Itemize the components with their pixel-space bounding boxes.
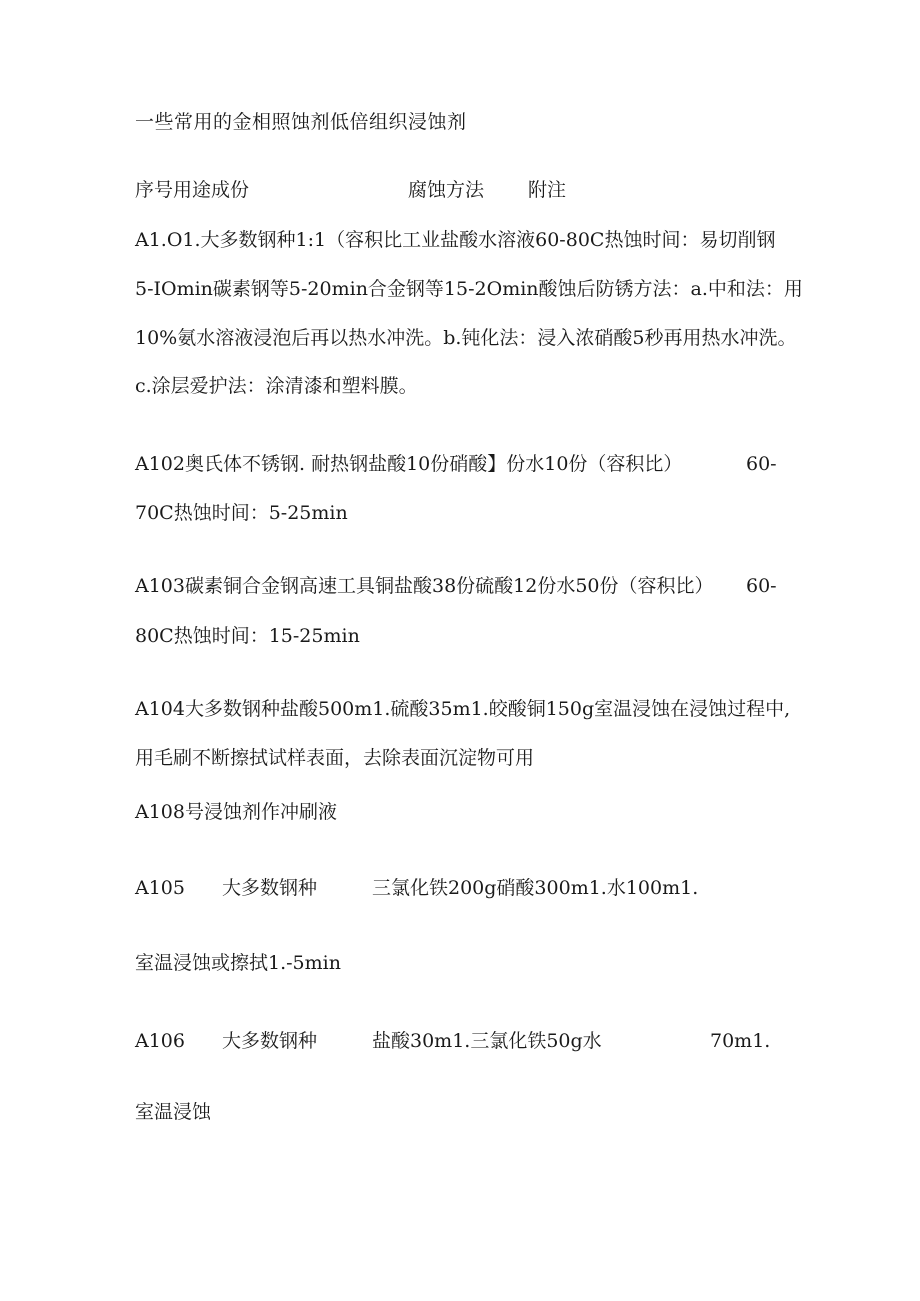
a105-line-2: 室温浸蚀或擦拭1.-5min (135, 952, 341, 974)
a102-line-1: A102奥氏体不锈钢. 耐热钢盐酸10份硝酸】份水10份（容积比） (135, 453, 683, 475)
a106-composition: 盐酸30m1.三氯化铁50g水 (372, 1030, 602, 1052)
a104-line-1: A104大多数钢种盐酸500m1.硫酸35m1.皎酸铜150g室温浸蚀在浸蚀过程中, (135, 698, 791, 720)
a101-line-3: 10%氨水溶液浸泡后再以热水冲洗。b.钝化法：浸入浓硝酸5秒再用热水冲洗。 (135, 327, 797, 349)
a106-id: A106 (135, 1030, 185, 1052)
a106-composition-tail: 70m1. (710, 1030, 771, 1052)
a102-line-1-tail: 60- (746, 453, 777, 475)
a103-line-2: 80C热蚀时间：15-25min (135, 625, 360, 647)
header-col-1: 序号用途成份 (135, 179, 250, 201)
a104-line-3: A108号浸蚀剂作冲刷液 (135, 801, 337, 823)
a105-use: 大多数钢种 (222, 877, 318, 899)
a105-composition: 三氯化铁200g硝酸300m1.水100m1. (372, 877, 699, 899)
a106-use: 大多数钢种 (222, 1030, 318, 1052)
a101-line-1: A1.O1.大多数钢种1:1（容积比工业盐酸水溶液60-80C热蚀时间：易切削钢 (135, 229, 776, 251)
header-col-3: 附注 (528, 179, 567, 201)
doc-title: 一些常用的金相照蚀剂低倍组织浸蚀剂 (135, 111, 467, 133)
a101-line-2: 5-IOmin碳素钢等5-20min合金钢等15-2Omin酸蚀后防锈方法：a.中和法：用 (135, 278, 803, 300)
header-col-2: 腐蚀方法 (408, 179, 485, 201)
a103-line-1: A103碳素铜合金钢高速工具铜盐酸38份硫酸12份水50份（容积比） (135, 575, 714, 597)
a106-line-2: 室温浸蚀 (135, 1101, 212, 1123)
a104-line-2: 用毛刷不断擦拭试样表面，去除表面沉淀物可用 (135, 747, 535, 769)
a103-line-1-tail: 60- (746, 575, 777, 597)
a105-id: A105 (135, 877, 185, 899)
a102-line-2: 70C热蚀时间：5-25min (135, 502, 348, 524)
a101-line-4: c.涂层爱护法：涂清漆和塑料膜。 (135, 375, 418, 397)
